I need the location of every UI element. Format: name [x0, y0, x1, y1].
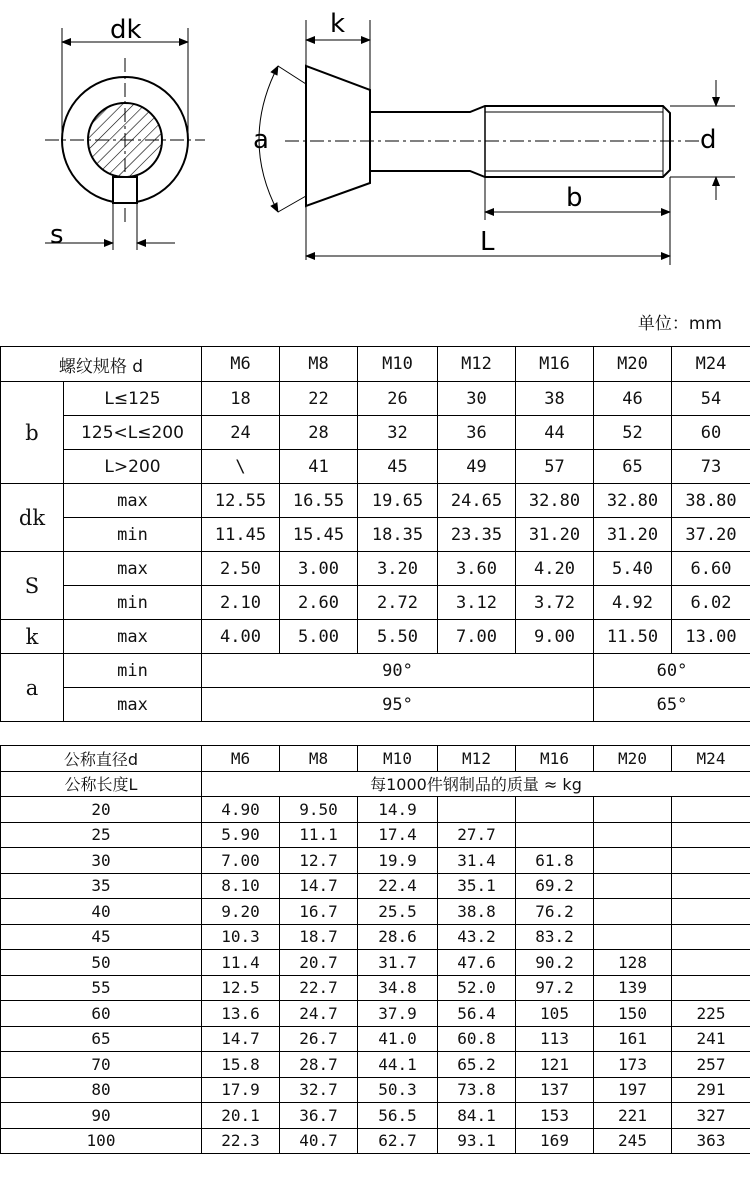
mass-cell: [672, 822, 750, 848]
mass-row: [1, 975, 750, 1001]
mass-cell: 121: [516, 1052, 594, 1078]
mass-length-label: 公称长度L: [1, 771, 202, 797]
spec-row-s: [1, 552, 750, 586]
spec-cell: \: [202, 450, 280, 484]
mass-cell: 19.9: [358, 848, 438, 874]
mass-cell: 10.3: [202, 924, 280, 950]
mass-length-cell: 30: [1, 848, 202, 874]
spec-cell: 3.72: [516, 586, 594, 620]
mass-row: [1, 873, 750, 899]
spec-cell: 37.20: [672, 518, 750, 552]
spec-row-a: [1, 654, 750, 688]
mass-cell: [672, 899, 750, 925]
spec-cell: 38.80: [672, 484, 750, 518]
mass-length-cell: 35: [1, 873, 202, 899]
mass-cell: 56.4: [438, 1001, 516, 1027]
spec-cell: 57: [516, 450, 594, 484]
mass-cell: 28.7: [280, 1052, 358, 1078]
dim-label-a: a: [253, 125, 269, 155]
spec-cell: 36: [438, 416, 516, 450]
mass-cell: 153: [516, 1103, 594, 1129]
mass-cell: 76.2: [516, 899, 594, 925]
spec-cell: 3.60: [438, 552, 516, 586]
dim-label-dk: dk: [110, 15, 142, 45]
mass-cell: [594, 873, 672, 899]
mass-cell: 52.0: [438, 975, 516, 1001]
mass-cell: 73.8: [438, 1077, 516, 1103]
dim-label-d: d: [700, 125, 717, 155]
spec-cell: 4.92: [594, 586, 672, 620]
spec-row-a: [1, 688, 750, 722]
spec-cell: 18: [202, 382, 280, 416]
mass-row: [1, 1001, 750, 1027]
spec-cell: 5.50: [358, 620, 438, 654]
spec-row-b: [1, 450, 750, 484]
mass-cell: 9.50: [280, 797, 358, 823]
mass-length-cell: 20: [1, 797, 202, 823]
mass-header-row: [1, 746, 750, 772]
mass-cell: 20.1: [202, 1103, 280, 1129]
mass-cell: 44.1: [358, 1052, 438, 1078]
spec-cell: 9.00: [516, 620, 594, 654]
spec-condition: max: [64, 688, 202, 722]
spec-cell: 5.00: [280, 620, 358, 654]
mass-length-cell: 55: [1, 975, 202, 1001]
spec-cell-merged: 90°: [202, 654, 594, 688]
spec-cell: 32.80: [594, 484, 672, 518]
mass-cell: 83.2: [516, 924, 594, 950]
mass-cell: 31.7: [358, 950, 438, 976]
mass-cell: 9.20: [202, 899, 280, 925]
mass-cell: 11.4: [202, 950, 280, 976]
mass-cell: 14.9: [358, 797, 438, 823]
spec-cell: 32.80: [516, 484, 594, 518]
spec-condition: min: [64, 586, 202, 620]
spec-row-b: [1, 416, 750, 450]
spec-condition: L>200: [64, 450, 202, 484]
spec-cell: 19.65: [358, 484, 438, 518]
mass-cell: 17.4: [358, 822, 438, 848]
mass-cell: [672, 950, 750, 976]
spec-cell: 18.35: [358, 518, 438, 552]
mass-cell: 90.2: [516, 950, 594, 976]
mass-cell: 22.3: [202, 1128, 280, 1154]
mass-cell: 169: [516, 1128, 594, 1154]
spec-cell: 54: [672, 382, 750, 416]
mass-cell: 257: [672, 1052, 750, 1078]
mass-cell: 43.2: [438, 924, 516, 950]
mass-cell: 69.2: [516, 873, 594, 899]
mass-length-cell: 70: [1, 1052, 202, 1078]
mass-cell: 14.7: [280, 873, 358, 899]
spec-cell: 46: [594, 382, 672, 416]
spec-cell: 45: [358, 450, 438, 484]
spec-cell: 41: [280, 450, 358, 484]
mass-cell: 14.7: [202, 1026, 280, 1052]
mass-cell: 139: [594, 975, 672, 1001]
mass-cell: 221: [594, 1103, 672, 1129]
mass-header-label: 公称直径d: [1, 746, 202, 772]
spec-row-dk: [1, 484, 750, 518]
spec-row-b: [1, 382, 750, 416]
mass-length-cell: 65: [1, 1026, 202, 1052]
mass-length-cell: 40: [1, 899, 202, 925]
mass-cell: [438, 797, 516, 823]
spec-row-s: [1, 586, 750, 620]
mass-row: [1, 1128, 750, 1154]
spec-condition: min: [64, 654, 202, 688]
mass-cell: [672, 975, 750, 1001]
spec-cell: 4.00: [202, 620, 280, 654]
mass-header-cell: M12: [438, 746, 516, 772]
spec-cell: 32: [358, 416, 438, 450]
mass-length-cell: 45: [1, 924, 202, 950]
mass-cell: 16.7: [280, 899, 358, 925]
mass-row: [1, 899, 750, 925]
mass-cell: 60.8: [438, 1026, 516, 1052]
spec-cell: 16.55: [280, 484, 358, 518]
mass-cell: 128: [594, 950, 672, 976]
spec-cell: 49: [438, 450, 516, 484]
bolt-drawing: [0, 0, 750, 300]
mass-cell: [594, 924, 672, 950]
dim-label-b: b: [566, 183, 583, 213]
spec-cell: 2.60: [280, 586, 358, 620]
spec-cell: 2.72: [358, 586, 438, 620]
spec-cell: 30: [438, 382, 516, 416]
spec-cell-merged: 60°: [594, 654, 750, 688]
spec-cell: 5.40: [594, 552, 672, 586]
mass-row: [1, 1103, 750, 1129]
mass-length-cell: 90: [1, 1103, 202, 1129]
spec-condition: max: [64, 620, 202, 654]
mass-header-cell: M20: [594, 746, 672, 772]
spec-cell: 11.50: [594, 620, 672, 654]
spec-cell: 23.35: [438, 518, 516, 552]
spec-row-dk: [1, 518, 750, 552]
mass-cell: 40.7: [280, 1128, 358, 1154]
mass-length-cell: 25: [1, 822, 202, 848]
spec-cell: 2.10: [202, 586, 280, 620]
mass-cell: [516, 822, 594, 848]
mass-cell: 97.2: [516, 975, 594, 1001]
mass-cell: [516, 797, 594, 823]
mass-cell: 241: [672, 1026, 750, 1052]
mass-cell: 37.9: [358, 1001, 438, 1027]
spec-cell: 3.12: [438, 586, 516, 620]
mass-cell: 36.7: [280, 1103, 358, 1129]
mass-cell: 137: [516, 1077, 594, 1103]
spec-header-cell: M12: [438, 347, 516, 382]
mass-header-cell: M24: [672, 746, 750, 772]
spec-cell: 65: [594, 450, 672, 484]
mass-cell: 27.7: [438, 822, 516, 848]
mass-cell: 113: [516, 1026, 594, 1052]
mass-header-cell: M16: [516, 746, 594, 772]
spec-header-label: 螺纹规格 d: [1, 347, 202, 382]
mass-length-cell: 80: [1, 1077, 202, 1103]
mass-cell: 13.6: [202, 1001, 280, 1027]
spec-cell-merged: 95°: [202, 688, 594, 722]
dim-label-L: L: [480, 227, 495, 257]
mass-cell: 38.8: [438, 899, 516, 925]
mass-cell: 291: [672, 1077, 750, 1103]
mass-cell: 18.7: [280, 924, 358, 950]
mass-row: [1, 822, 750, 848]
mass-cell: 26.7: [280, 1026, 358, 1052]
mass-cell: [594, 822, 672, 848]
mass-cell: 24.7: [280, 1001, 358, 1027]
mass-header-cell: M10: [358, 746, 438, 772]
spec-row-k: [1, 620, 750, 654]
mass-cell: [672, 797, 750, 823]
mass-row: [1, 1052, 750, 1078]
mass-cell: 245: [594, 1128, 672, 1154]
mass-cell: 12.7: [280, 848, 358, 874]
mass-table: [0, 745, 750, 1154]
mass-length-cell: 100: [1, 1128, 202, 1154]
mass-cell: 11.1: [280, 822, 358, 848]
spec-cell: 24: [202, 416, 280, 450]
mass-body: [1, 797, 750, 1154]
mass-cell: 47.6: [438, 950, 516, 976]
spec-cell: 6.02: [672, 586, 750, 620]
mass-cell: 20.7: [280, 950, 358, 976]
mass-unit-note: 每1000件钢制品的质量 ≈ kg: [202, 771, 750, 797]
mass-cell: [594, 899, 672, 925]
mass-cell: 56.5: [358, 1103, 438, 1129]
spec-header-cell: M6: [202, 347, 280, 382]
mass-cell: 173: [594, 1052, 672, 1078]
unit-label: 单位：mm: [637, 314, 722, 334]
mass-cell: 34.8: [358, 975, 438, 1001]
spec-cell: 15.45: [280, 518, 358, 552]
mass-cell: [672, 873, 750, 899]
spec-symbol-k: k: [1, 620, 64, 654]
mass-cell: 4.90: [202, 797, 280, 823]
mass-row: [1, 950, 750, 976]
spec-cell: 38: [516, 382, 594, 416]
spec-cell: 73: [672, 450, 750, 484]
spec-cell-merged: 65°: [594, 688, 750, 722]
mass-cell: 161: [594, 1026, 672, 1052]
mass-cell: 225: [672, 1001, 750, 1027]
spec-header-cell: M20: [594, 347, 672, 382]
spec-header-row: [1, 347, 750, 382]
spec-condition: 125<L≤200: [64, 416, 202, 450]
mass-row: [1, 848, 750, 874]
spec-table: [0, 346, 750, 722]
mass-cell: 7.00: [202, 848, 280, 874]
spec-header-cell: M24: [672, 347, 750, 382]
spec-cell: 7.00: [438, 620, 516, 654]
end-view: [45, 28, 205, 250]
spec-symbol-s: S: [1, 552, 64, 620]
spec-condition: max: [64, 484, 202, 518]
mass-cell: 61.8: [516, 848, 594, 874]
mass-header-row: [1, 771, 750, 797]
mass-cell: 62.7: [358, 1128, 438, 1154]
mass-row: [1, 797, 750, 823]
spec-header-cell: M8: [280, 347, 358, 382]
mass-cell: 105: [516, 1001, 594, 1027]
spec-cell: 4.20: [516, 552, 594, 586]
spec-header-cell: M10: [358, 347, 438, 382]
mass-cell: 28.6: [358, 924, 438, 950]
mass-cell: 41.0: [358, 1026, 438, 1052]
mass-cell: 22.4: [358, 873, 438, 899]
dim-label-s: s: [50, 220, 64, 250]
mass-cell: 150: [594, 1001, 672, 1027]
spec-cell: 28: [280, 416, 358, 450]
dim-label-k: k: [330, 9, 346, 39]
spec-cell: 13.00: [672, 620, 750, 654]
mass-cell: 22.7: [280, 975, 358, 1001]
mass-cell: 84.1: [438, 1103, 516, 1129]
mass-cell: 8.10: [202, 873, 280, 899]
mass-cell: 5.90: [202, 822, 280, 848]
mass-cell: 15.8: [202, 1052, 280, 1078]
mass-cell: [672, 924, 750, 950]
spec-header-cell: M16: [516, 347, 594, 382]
mass-cell: [594, 848, 672, 874]
mass-row: [1, 1026, 750, 1052]
mass-header-cell: M8: [280, 746, 358, 772]
mass-cell: 327: [672, 1103, 750, 1129]
spec-cell: 26: [358, 382, 438, 416]
mass-cell: 93.1: [438, 1128, 516, 1154]
mass-cell: 31.4: [438, 848, 516, 874]
mass-cell: 197: [594, 1077, 672, 1103]
spec-cell: 6.60: [672, 552, 750, 586]
mass-cell: 17.9: [202, 1077, 280, 1103]
mass-cell: 12.5: [202, 975, 280, 1001]
mass-cell: 363: [672, 1128, 750, 1154]
spec-symbol-b: b: [1, 382, 64, 484]
spec-cell: 2.50: [202, 552, 280, 586]
mass-cell: 35.1: [438, 873, 516, 899]
spec-cell: 44: [516, 416, 594, 450]
mass-cell: [594, 797, 672, 823]
spec-cell: 12.55: [202, 484, 280, 518]
spec-condition: max: [64, 552, 202, 586]
spec-cell: 3.00: [280, 552, 358, 586]
mass-row: [1, 924, 750, 950]
spec-cell: 31.20: [516, 518, 594, 552]
spec-symbol-dk: dk: [1, 484, 64, 552]
mass-cell: 65.2: [438, 1052, 516, 1078]
spec-cell: 31.20: [594, 518, 672, 552]
spec-condition: L≤125: [64, 382, 202, 416]
mass-row: [1, 1077, 750, 1103]
spec-cell: 52: [594, 416, 672, 450]
mass-cell: 32.7: [280, 1077, 358, 1103]
mass-cell: [672, 848, 750, 874]
side-view: [259, 20, 735, 265]
spec-condition: min: [64, 518, 202, 552]
mass-cell: 50.3: [358, 1077, 438, 1103]
spec-cell: 11.45: [202, 518, 280, 552]
mass-length-cell: 60: [1, 1001, 202, 1027]
spec-cell: 22: [280, 382, 358, 416]
spec-cell: 60: [672, 416, 750, 450]
mass-length-cell: 50: [1, 950, 202, 976]
mass-header-cell: M6: [202, 746, 280, 772]
spec-symbol-a: a: [1, 654, 64, 722]
spec-cell: 3.20: [358, 552, 438, 586]
spec-cell: 24.65: [438, 484, 516, 518]
mass-cell: 25.5: [358, 899, 438, 925]
